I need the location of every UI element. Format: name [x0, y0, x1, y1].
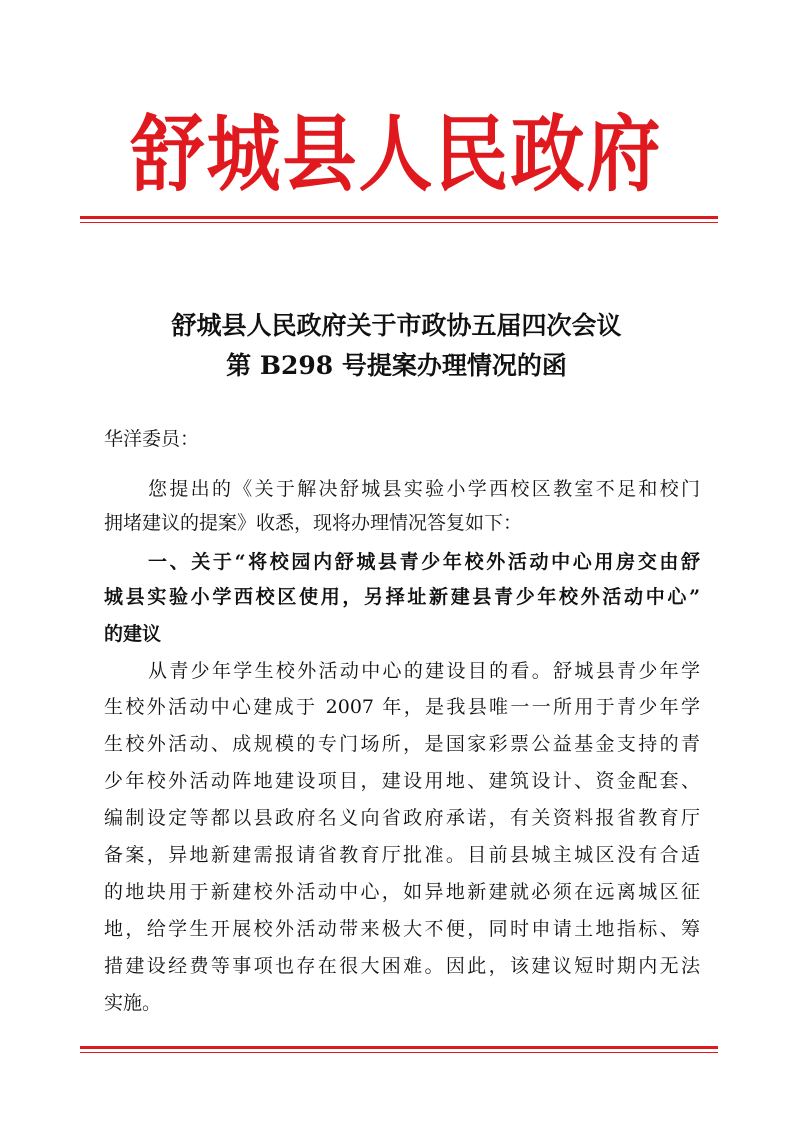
- header-rule-thick: [80, 216, 718, 219]
- body-line: 实施。: [104, 992, 162, 1014]
- section-heading-line: 一、关于“将校园内舒城县青少年校外活动中心用房交由舒: [148, 551, 700, 573]
- document-title-line-2: 第 B298 号提案办理情况的函: [226, 351, 567, 380]
- body-line: 的地块用于新建校外活动中心，如异地新建就必须在远离城区征: [104, 881, 700, 903]
- body-line: 生校外活动、成规模的专门场所，是国家彩票公益基金支持的青: [104, 733, 700, 755]
- body-line: 编制设定等都以县政府名义向省政府承诺，有关资料报省教育厅: [104, 807, 700, 829]
- document-title-line-1: 舒城县人民政府关于市政协五届四次会议: [171, 311, 622, 340]
- body-line: 拥堵建议的提案》收悉，现将办理情况答复如下：: [104, 512, 523, 534]
- header-rule-thin: [80, 222, 718, 223]
- section-heading-line: 的建议: [104, 623, 162, 645]
- body-line: 措建设经费等事项也存在很大困难。因此，该建议短时期内无法: [104, 955, 700, 977]
- body-line: 您提出的《关于解决舒城县实验小学西校区教室不足和校门: [148, 478, 700, 500]
- salutation: 华洋委员：: [104, 428, 200, 450]
- section-heading-line: 城县实验小学西校区使用，另择址新建县青少年校外活动中心”: [104, 586, 700, 608]
- body-line: 备案，异地新建需报请省教育厅批准。目前县城主城区没有合适: [104, 844, 700, 866]
- body-line: 少年校外活动阵地建设项目，建设用地、建筑设计、资金配套、: [104, 770, 700, 792]
- footer-rule-thick: [80, 1046, 718, 1049]
- body-line: 生校外活动中心建成于 2007 年，是我县唯一一所用于青少年学: [104, 696, 700, 718]
- issuer-header: 舒城县人民政府: [130, 106, 663, 204]
- body-line: 地，给学生开展校外活动带来极大不便，同时申请土地指标、筹: [104, 918, 700, 940]
- footer-rule-thin: [80, 1052, 718, 1053]
- body-line: 从青少年学生校外活动中心的建设目的看。舒城县青少年学: [148, 660, 700, 682]
